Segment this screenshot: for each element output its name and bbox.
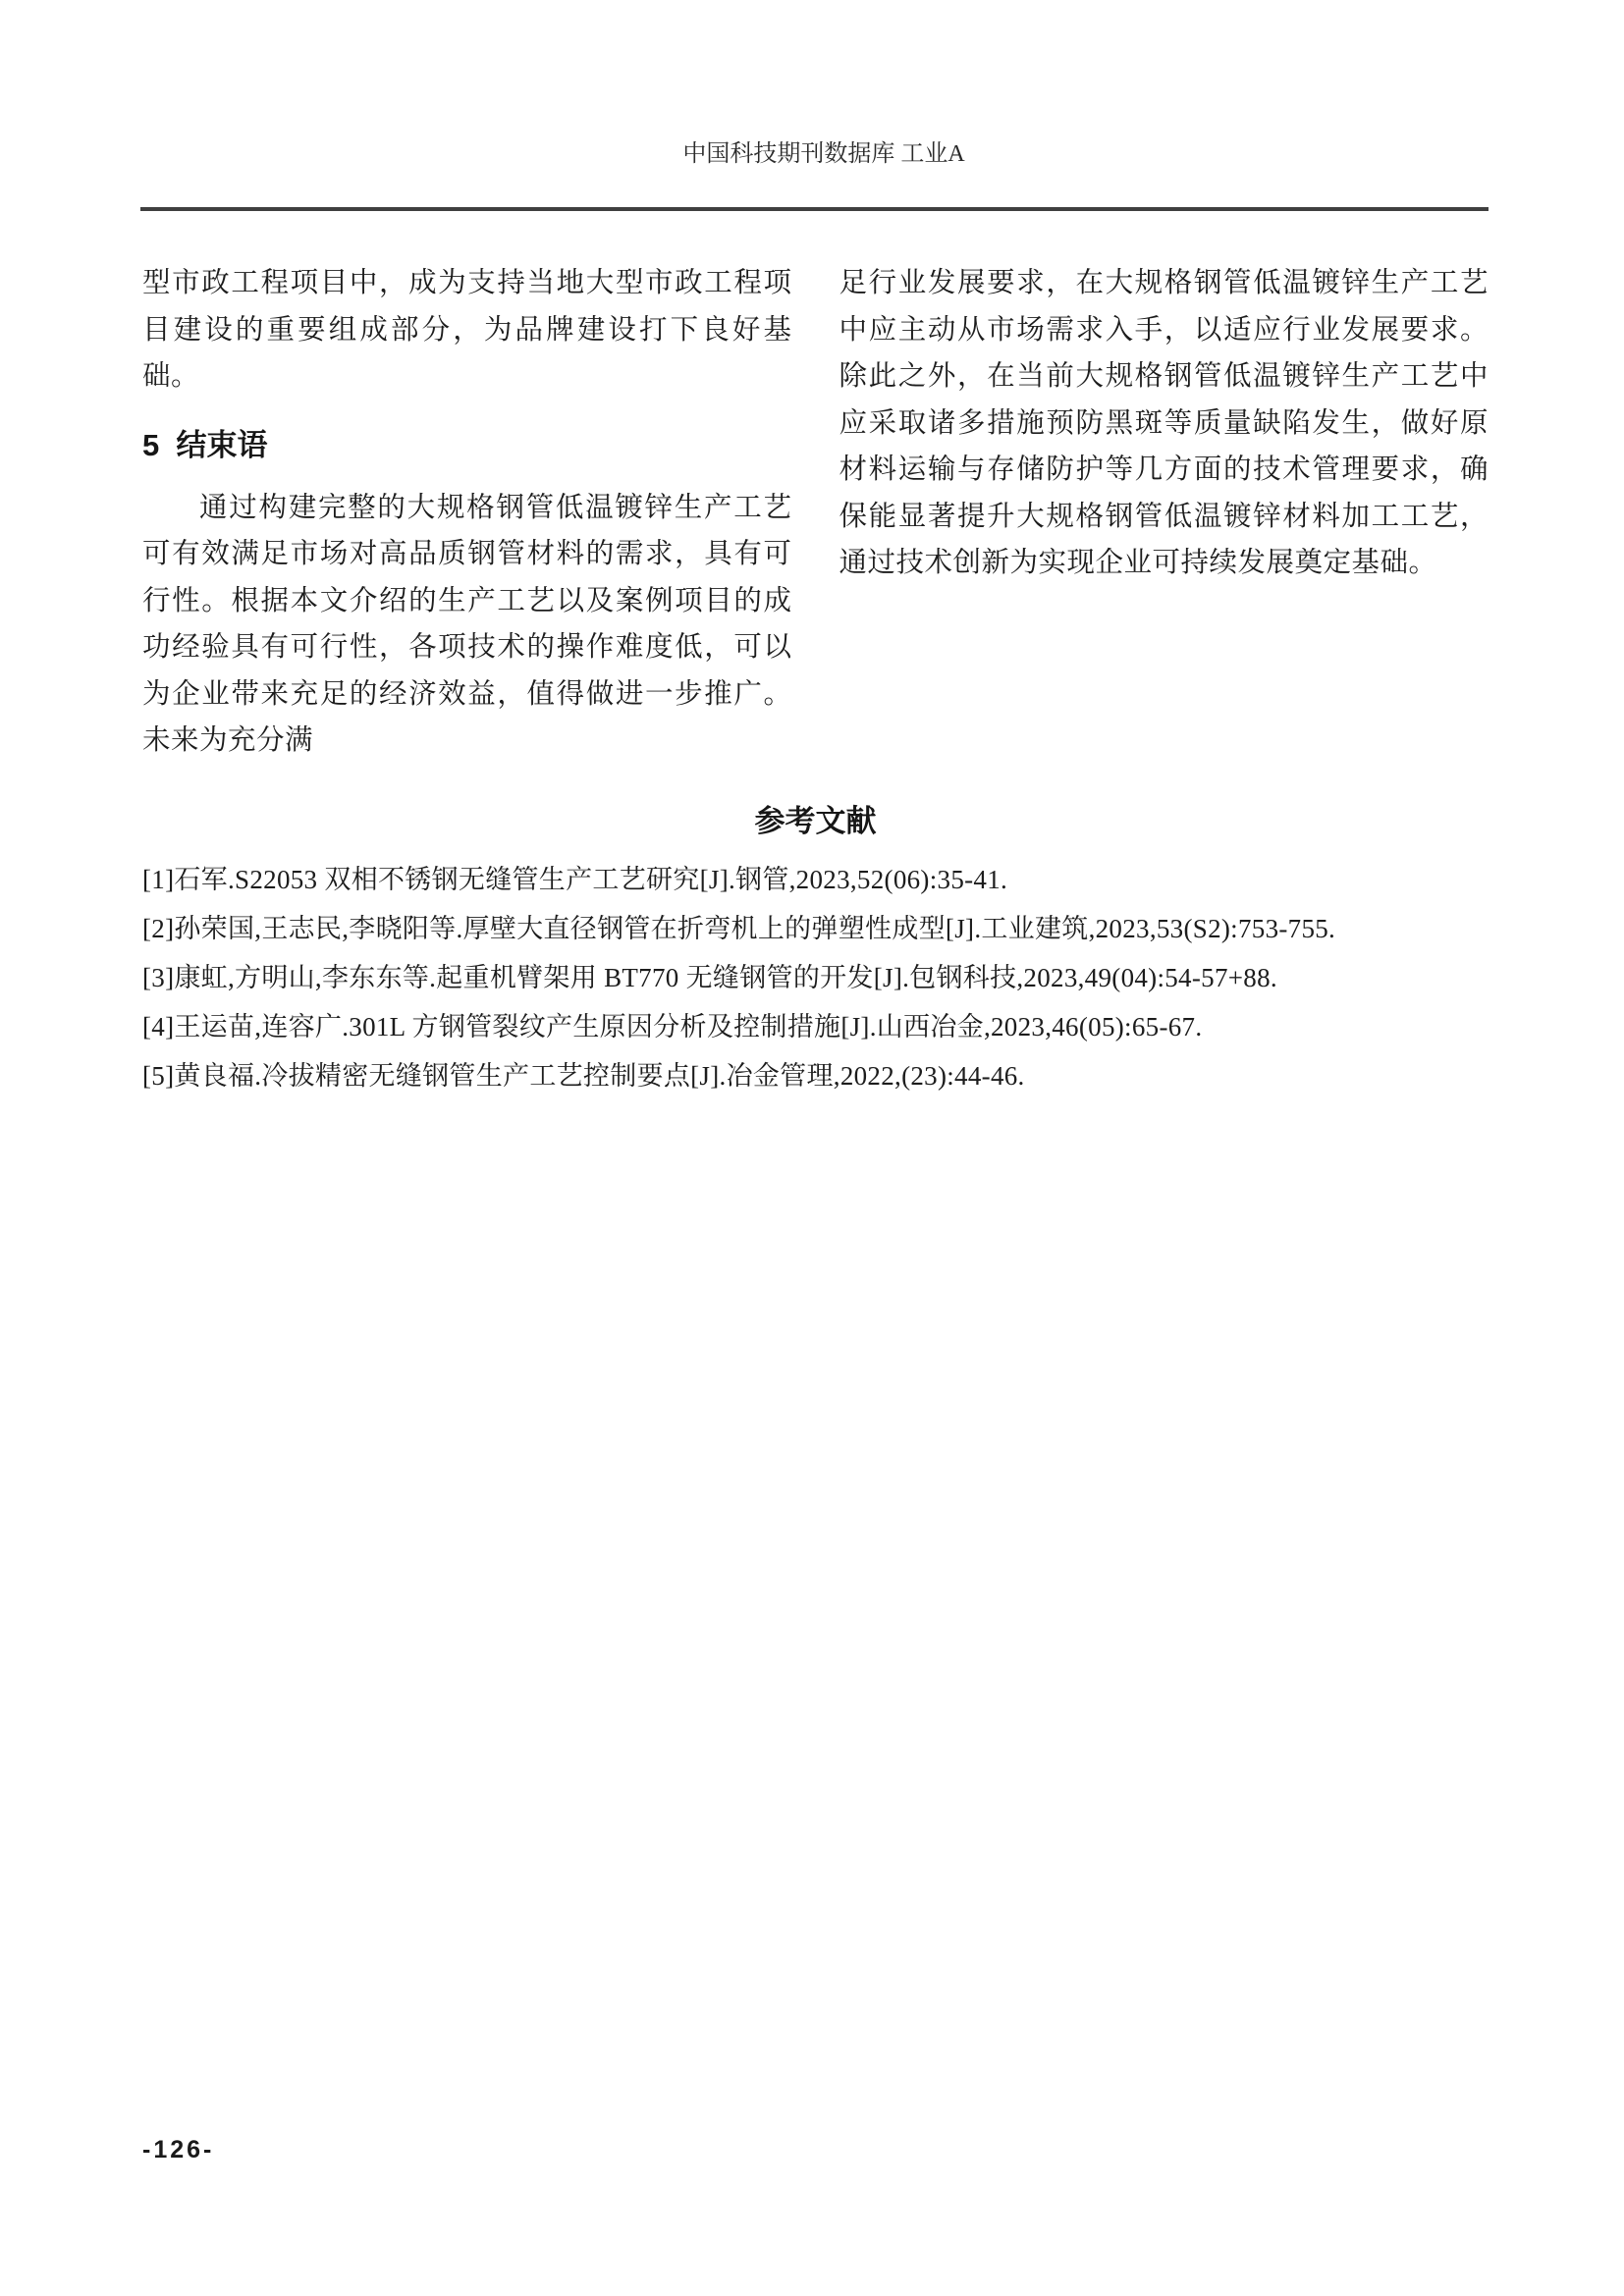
conclusion-paragraph: 通过构建完整的大规格钢管低温镀锌生产工艺可有效满足市场对高品质钢管材料的需求，具有可行性。根据本文介绍的生产工艺以及案例项目的成功经验具有可行性，各项技术的操作难度低，可以为企业带来充足的经济效益，值得做进一步推广。未来为充分满 — [142, 492, 792, 756]
section-heading-conclusion: 5 结束语 — [142, 427, 268, 462]
references-section — [142, 802, 1489, 1100]
page-content — [142, 260, 1489, 1100]
right-column — [839, 260, 1489, 765]
reference-item: [1]石军.S22053 双相不锈钢无缝管生产工艺研究[J].钢管,2023,52(06):35-41. — [142, 864, 1008, 894]
journal-header-title: 中国科技期刊数据库 工业A — [682, 141, 965, 167]
right-paragraph-continuation: 足行业发展要求，在大规格钢管低温镀锌生产工艺中应主动从市场需求入手，以适应行业发展要求。除此之外，在当前大规格钢管低温镀锌生产工艺中应采取诸多措施预防黑斑等质量缺陷发生，做好原材料运输与存储防护等几方面的技术管理要求，确保能显著提升大规格钢管低温镀锌材料加工工艺，通过技术创新为实现企业可持续发展奠定基础。 — [839, 268, 1489, 578]
reference-item: [2]孙荣国,王志民,李晓阳等.厚壁大直径钢管在折弯机上的弹塑性成型[J].工业建筑,2023,53(S2):753-755. — [142, 913, 1336, 943]
header-rule — [140, 207, 1489, 211]
two-column-body — [142, 260, 1489, 765]
reference-item: [5]黄良福.冷拔精密无缝钢管生产工艺控制要点[J].冶金管理,2022,(23):44-46. — [142, 1060, 1025, 1091]
reference-item: [3]康虹,方明山,李东东等.起重机臂架用 BT770 无缝钢管的开发[J].包钢科技,2023,49(04):54-57+88. — [142, 962, 1277, 992]
page-header — [0, 0, 1624, 198]
left-column — [142, 260, 792, 765]
page-number: -126- — [142, 2136, 215, 2163]
left-paragraph-continuation: 型市政工程项目中，成为支持当地大型市政工程项目建设的重要组成部分，为品牌建设打下良好基础。 — [142, 268, 792, 392]
reference-item: [4]王运苗,连容广.301L 方钢管裂纹产生原因分析及控制措施[J].山西冶金,2023,46(05):65-67. — [142, 1011, 1203, 1041]
references-heading: 参考文献 — [754, 803, 877, 838]
